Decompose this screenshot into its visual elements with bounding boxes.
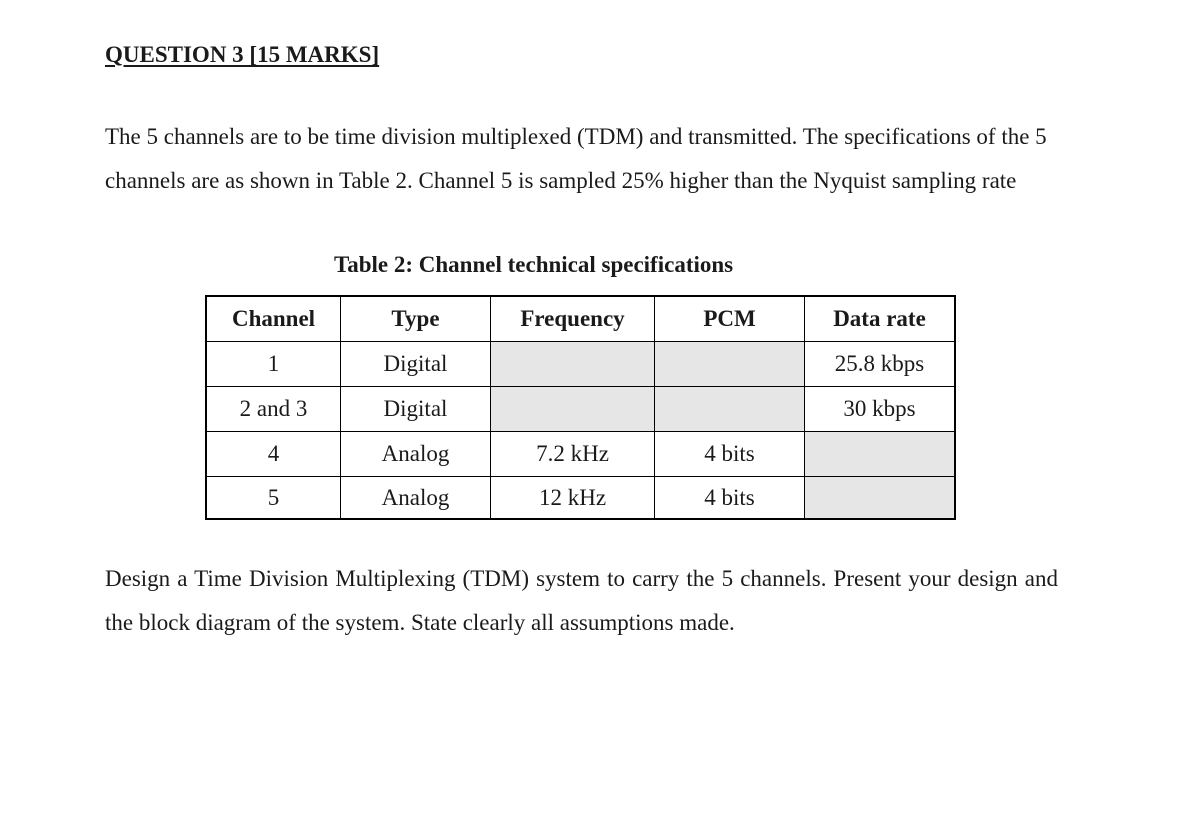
table-header-row	[206, 296, 955, 342]
table-row	[206, 387, 955, 432]
header-data-rate: Data rate	[805, 296, 956, 342]
table-row	[206, 432, 955, 477]
cell-channel: 5	[206, 477, 341, 520]
table-row	[206, 342, 955, 387]
table-caption: Table 2: Channel technical specifications	[334, 252, 734, 277]
cell-pcm: 4 bits	[655, 477, 805, 520]
cell-data-rate: 30 kbps	[805, 387, 956, 432]
cell-channel: 2 and 3	[206, 387, 341, 432]
cell-frequency: 12 kHz	[491, 477, 655, 520]
cell-channel: 1	[206, 342, 341, 387]
cell-type: Analog	[341, 477, 491, 520]
cell-pcm: 4 bits	[655, 432, 805, 477]
cell-frequency-blank	[491, 342, 655, 387]
cell-data-rate: 25.8 kbps	[805, 342, 956, 387]
cell-type: Analog	[341, 432, 491, 477]
cell-channel: 4	[206, 432, 341, 477]
header-type: Type	[341, 296, 491, 342]
header-channel: Channel	[206, 296, 341, 342]
cell-type: Digital	[341, 342, 491, 387]
header-pcm: PCM	[655, 296, 805, 342]
task-paragraph: Design a Time Division Multiplexing (TDM) system to carry the 5 channels. Present your design and the block diagram of the system. State clearly all assumptions made.	[105, 566, 1058, 635]
question-heading: QUESTION 3 [15 MARKS]	[105, 42, 380, 67]
cell-data-rate-blank	[805, 477, 956, 520]
cell-pcm-blank	[655, 387, 805, 432]
cell-frequency-blank	[491, 387, 655, 432]
cell-type: Digital	[341, 387, 491, 432]
channel-specs-table	[205, 295, 956, 520]
cell-data-rate-blank	[805, 432, 956, 477]
cell-frequency: 7.2 kHz	[491, 432, 655, 477]
intro-paragraph: The 5 channels are to be time division multiplexed (TDM) and transmitted. The specifications of the 5 channels are as shown in Table 2. Channel 5 is sampled 25% higher than the Nyquist sampling rate	[105, 124, 1047, 193]
header-frequency: Frequency	[491, 296, 655, 342]
table-row	[206, 477, 955, 520]
cell-pcm-blank	[655, 342, 805, 387]
